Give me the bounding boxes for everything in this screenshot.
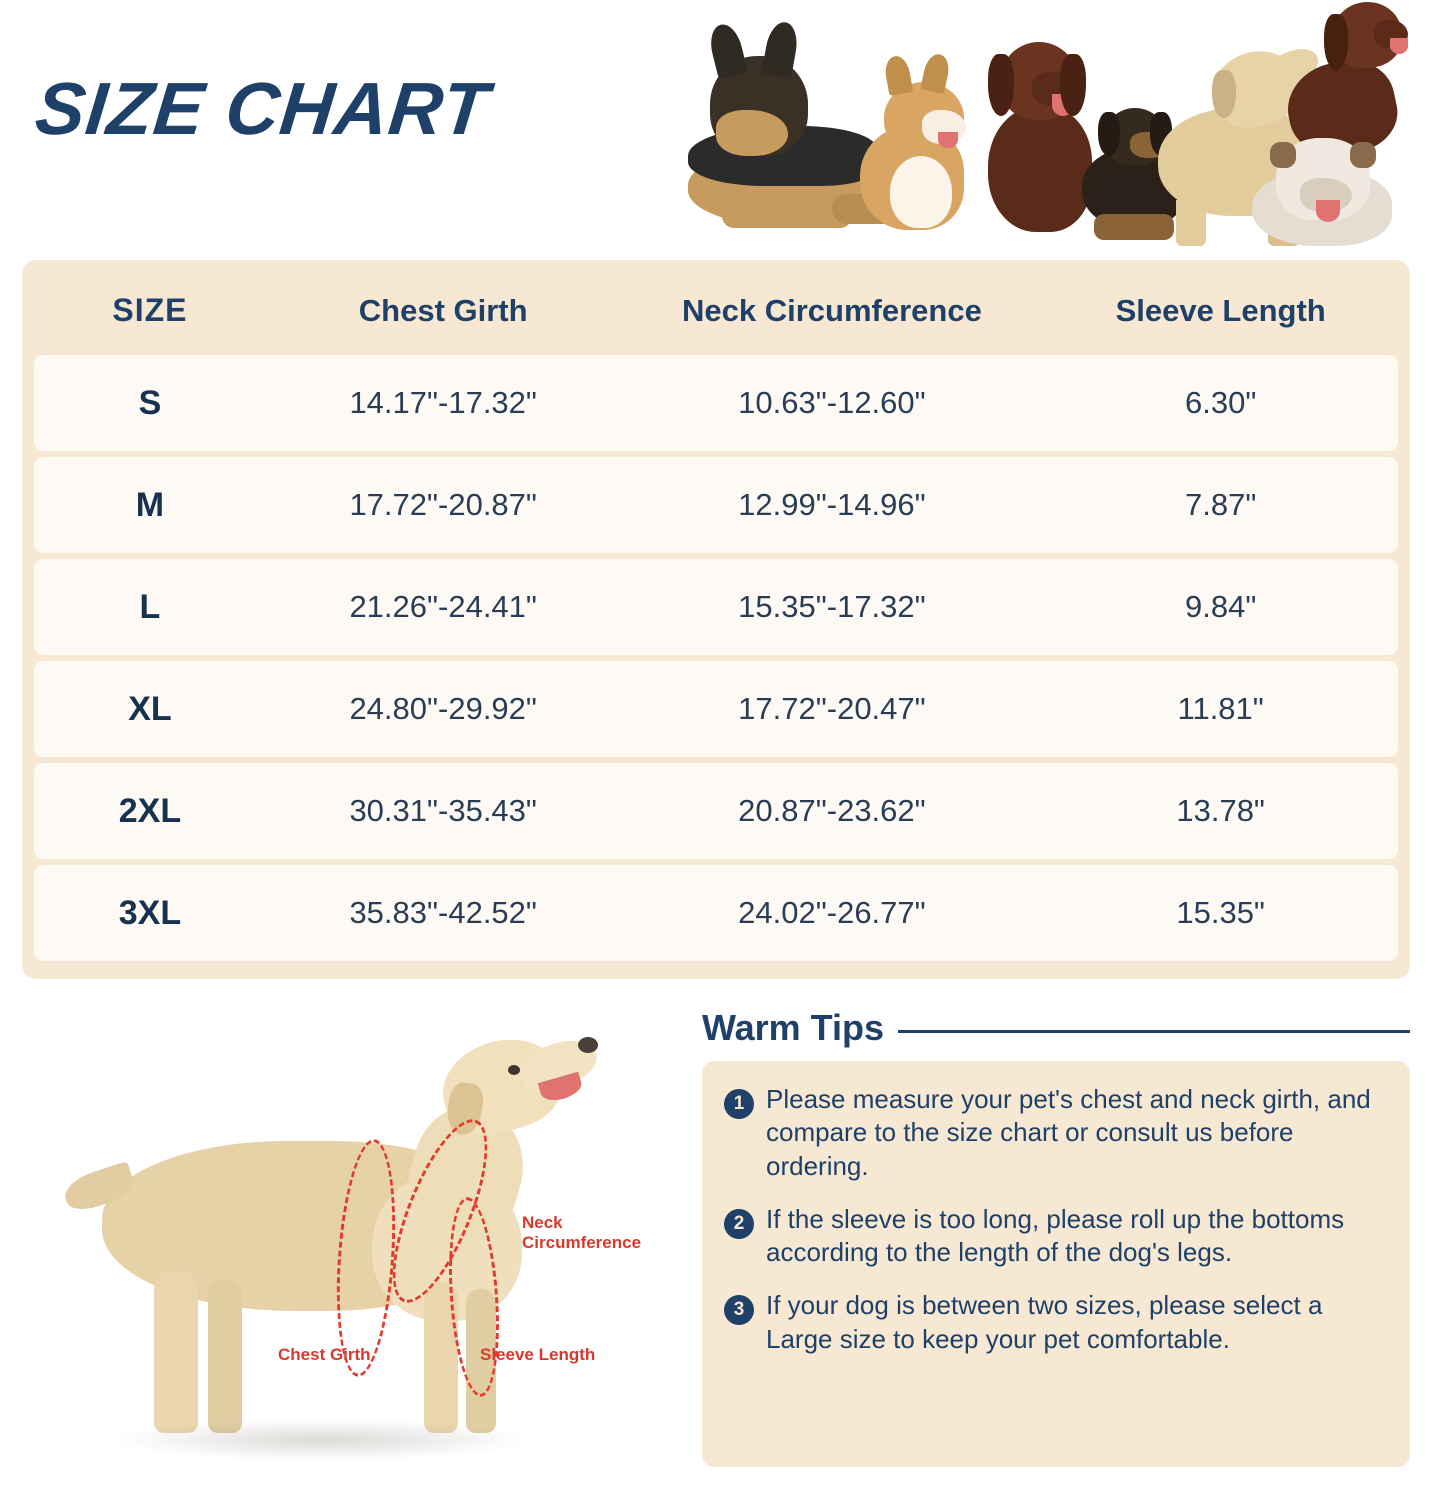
tip-text: If your dog is between two sizes, please select a Large size to keep your pet comfortable. [766, 1290, 1323, 1354]
table-row [34, 763, 1398, 859]
table-body [34, 355, 1398, 961]
dog-tongue [1316, 200, 1340, 222]
table-row [34, 457, 1398, 553]
dog-ear [1212, 70, 1236, 118]
size-chart-table [34, 270, 1398, 967]
tip-item [724, 1083, 1388, 1183]
warm-tips-title: Warm Tips [702, 1007, 885, 1048]
dog-leg-front [1176, 200, 1206, 246]
diagram-dog-eye [508, 1065, 520, 1075]
warm-tips-panel [702, 1001, 1410, 1471]
label-sleeve-length: Sleeve Length [480, 1345, 596, 1364]
table-row [34, 355, 1398, 451]
cell-size: M [34, 457, 266, 553]
dog-tongue [938, 132, 958, 148]
cell-neck: 15.35"-17.32" [621, 559, 1044, 655]
dogs-photo-banner [682, 0, 1402, 258]
dog-bulldog [1242, 134, 1402, 254]
dog-snout [716, 110, 788, 156]
dog-ear-left [883, 54, 913, 96]
cell-neck: 24.02"-26.77" [621, 865, 1044, 961]
page-title: SIZE CHART [31, 67, 494, 150]
tip-number-badge: 3 [724, 1295, 754, 1325]
page-header [0, 0, 1432, 260]
cell-chest: 30.31"-35.43" [266, 763, 621, 859]
cell-neck: 17.72"-20.47" [621, 661, 1044, 757]
column-header-neck: Neck Circumference [682, 292, 982, 328]
label-neck-line-2: Circumference [522, 1232, 642, 1252]
cell-chest: 17.72"-20.87" [266, 457, 621, 553]
cell-chest: 24.80"-29.92" [266, 661, 621, 757]
diagram-dog-nose [578, 1037, 598, 1053]
diagram-dog-leg-rear-1 [154, 1271, 198, 1433]
column-header-sleeve: Sleeve Length [1115, 292, 1326, 328]
dog-ear-right [762, 20, 801, 78]
dog-chest [890, 156, 952, 228]
column-header-size: SIZE [112, 292, 188, 328]
column-header-chest: Chest Girth [358, 292, 528, 328]
dog-tongue [1390, 38, 1408, 54]
dog-ear-left [706, 21, 748, 79]
cell-sleeve: 7.87" [1043, 457, 1398, 553]
tip-item [724, 1203, 1388, 1270]
cell-chest: 21.26"-24.41" [266, 559, 621, 655]
dog-ear-right [1350, 142, 1376, 168]
tip-item [724, 1289, 1388, 1356]
cell-neck: 20.87"-23.62" [621, 763, 1044, 859]
cell-sleeve: 13.78" [1043, 763, 1398, 859]
label-neck-circumference [522, 1213, 641, 1252]
cell-sleeve: 6.30" [1043, 355, 1398, 451]
cell-neck: 12.99"-14.96" [621, 457, 1044, 553]
cell-size: 3XL [34, 865, 266, 961]
tip-number-badge: 2 [724, 1209, 754, 1239]
tip-text: Please measure your pet's chest and neck girth, and compare to the size chart or consult us before ordering. [766, 1084, 1371, 1181]
cell-sleeve: 11.81" [1043, 661, 1398, 757]
cell-chest: 14.17"-17.32" [266, 355, 621, 451]
warm-tips-header [702, 1007, 1410, 1049]
bottom-section [22, 1001, 1410, 1471]
cell-size: 2XL [34, 763, 266, 859]
cell-sleeve: 15.35" [1043, 865, 1398, 961]
table-header [34, 276, 1398, 349]
cell-neck: 10.63"-12.60" [621, 355, 1044, 451]
size-chart-table-container [22, 260, 1410, 979]
warm-tips-divider [898, 1030, 1410, 1033]
table-header-row [34, 276, 1398, 349]
tip-number-badge: 1 [724, 1089, 754, 1119]
cell-size: S [34, 355, 266, 451]
table-row [34, 559, 1398, 655]
diagram-dog-shadow [112, 1419, 532, 1461]
measurement-diagram [22, 1001, 682, 1471]
dog-ear-left [988, 54, 1014, 116]
dog-ear-left [1270, 142, 1296, 168]
tip-text: If the sleeve is too long, please roll up the bottoms according to the length of the dog's legs. [766, 1203, 1345, 1268]
cell-chest: 35.83"-42.52" [266, 865, 621, 961]
label-neck-line-1: Neck [522, 1213, 563, 1232]
dog-ear-left [1098, 112, 1120, 156]
dog-corgi [850, 48, 980, 238]
table-row [34, 661, 1398, 757]
cell-sleeve: 9.84" [1043, 559, 1398, 655]
diagram-dog-leg-rear-2 [208, 1279, 242, 1433]
cell-size: XL [34, 661, 266, 757]
dog-ear [1324, 14, 1348, 70]
warm-tips-box [702, 1061, 1410, 1467]
label-chest-girth: Chest Girth [278, 1345, 371, 1364]
table-row [34, 865, 1398, 961]
cell-size: L [34, 559, 266, 655]
